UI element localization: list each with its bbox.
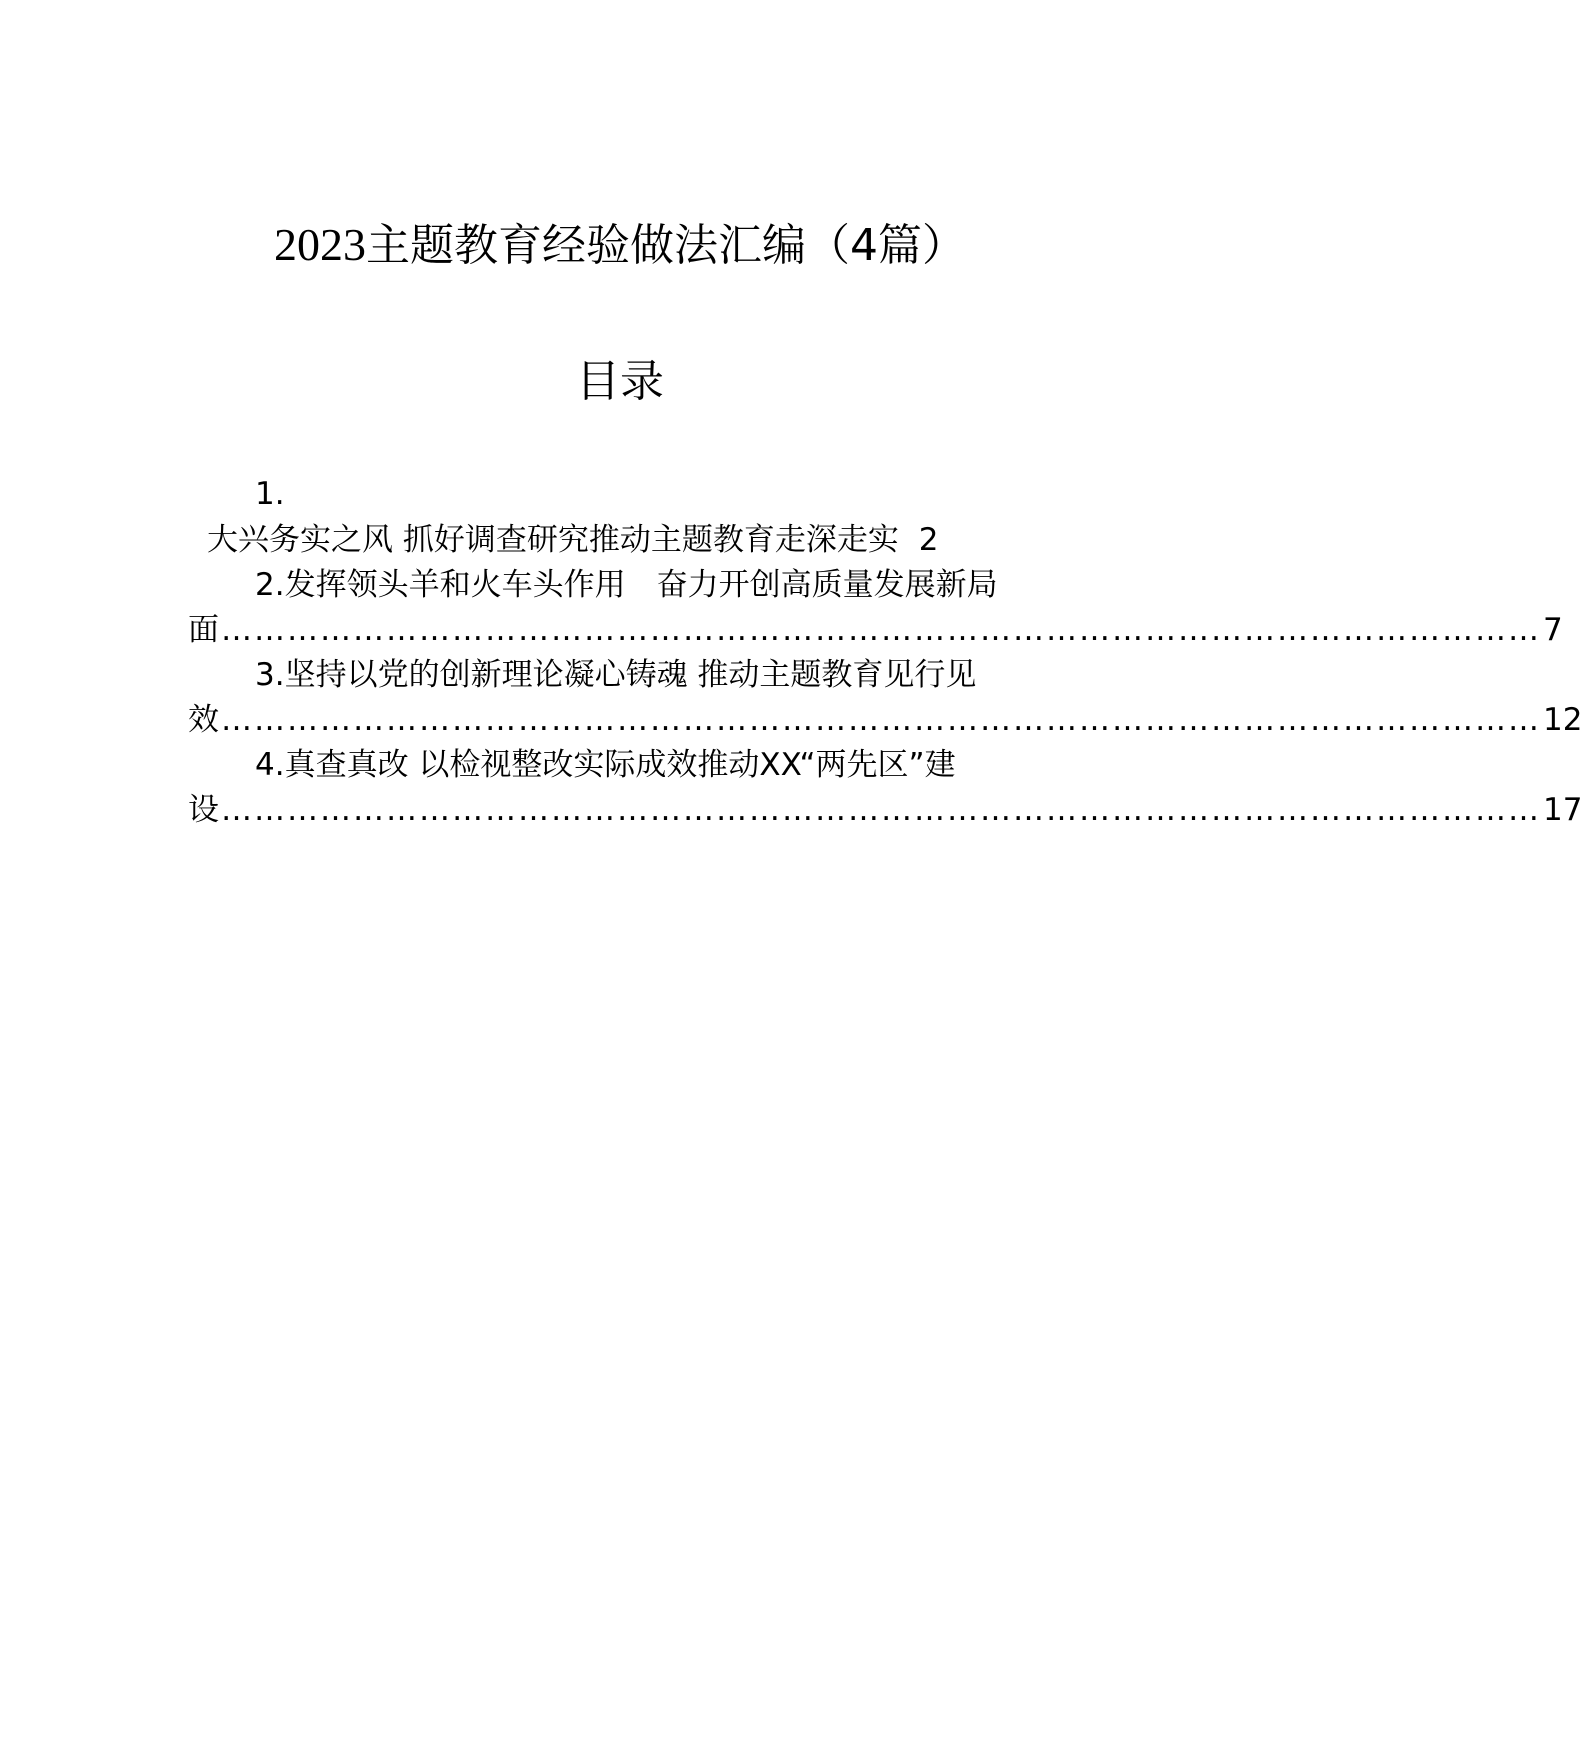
toc-entry-4-page: 17 [1543, 792, 1582, 828]
toc-entry-3-page: 12 [1543, 702, 1582, 738]
toc-heading: 目录 [576, 356, 664, 407]
toc-entry-3-dot-leader: ………………………………………………………………………………………………………… [221, 702, 1541, 738]
toc-entry-4-title[interactable]: 4.真查真改 以检视整改实际成效推动XX“两先区”建 [255, 747, 956, 783]
document-title-year: 2023 [274, 219, 366, 270]
toc-entry-1-title-text: 大兴务实之风 抓好调查研究推动主题教育走深走实 [207, 522, 899, 558]
toc-entry-2-page: 7 [1543, 612, 1563, 648]
toc-entry-3-title[interactable]: 3.坚持以党的创新理论凝心铸魂 推动主题教育见行见 [255, 657, 977, 693]
toc-entry-4-leader[interactable] [188, 788, 1582, 832]
toc-entry-2-leader[interactable] [188, 608, 1563, 652]
toc-entry-1-page: 2 [918, 522, 939, 558]
toc-entry-1-title[interactable] [207, 518, 938, 562]
document-title [0, 215, 1240, 276]
toc-entry-4-dot-leader: ………………………………………………………………………………………………………… [221, 792, 1541, 828]
toc-entry-2-title[interactable]: 2.发挥领头羊和火车头作用 奋力开创高质量发展新局 [255, 567, 998, 603]
document-title-text: 主题教育经验做法汇编（4篇） [366, 220, 966, 271]
toc-entry-4-title-end: 设 [188, 792, 219, 828]
toc-entry-3-title-end: 效 [188, 702, 219, 738]
toc-entry-3-leader[interactable] [188, 698, 1582, 742]
toc-entry-2-dot-leader: ………………………………………………………………………………………………………… [221, 612, 1541, 648]
toc-entry-2-title-end: 面 [188, 612, 219, 648]
toc-entry-1-number[interactable]: 1. [255, 476, 285, 512]
